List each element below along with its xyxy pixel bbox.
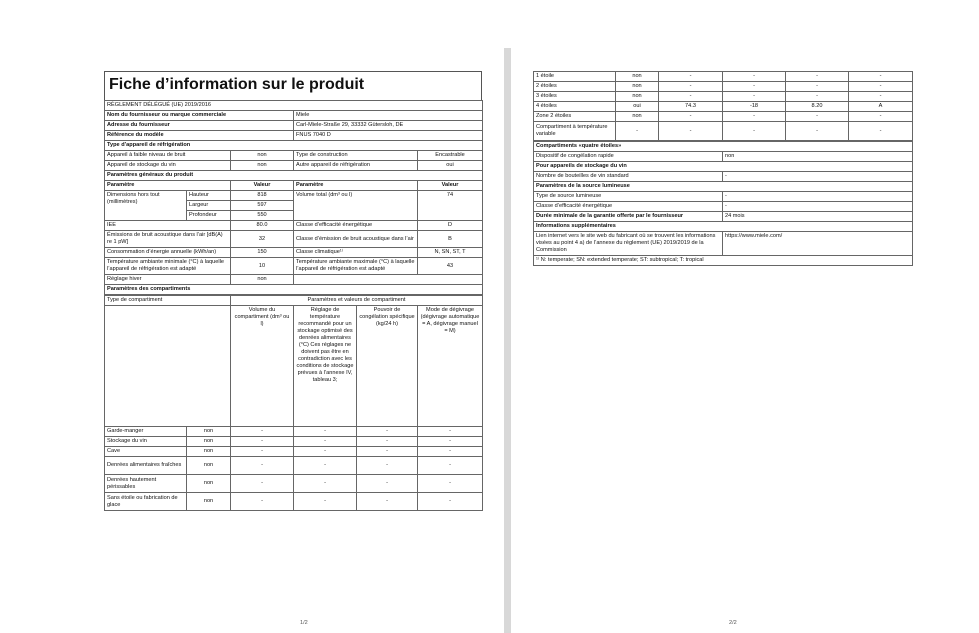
comp-row-cell: - (849, 122, 913, 141)
climate-class-label: Classe climatique¹⁾ (294, 248, 418, 258)
noise-class-value: B (418, 231, 483, 248)
comp-row-present: non (187, 427, 231, 437)
comp-row-cell: - (357, 427, 418, 437)
comp-row-present: oui (616, 102, 659, 112)
comp-row-cell: - (723, 72, 786, 82)
comp-row-cell: - (294, 493, 357, 511)
energy-class-label: Classe d’efficacité énergétique (294, 221, 418, 231)
comp-row-cell: - (659, 112, 723, 122)
light-type-label: Type de source lumineuse (534, 192, 723, 202)
comp-header-temperature: Réglage de température recommandé pour un stockage optimisé des denrées alimentaires (°C) Ces réglages ne doivent pas être en contradiction avec les conditions de stockage prévues à l’annexe IV, tableau 3; (294, 306, 357, 427)
value-header: Valeur (231, 181, 294, 191)
comp-row-cell: - (659, 72, 723, 82)
warranty-value: 24 mois (723, 212, 913, 222)
supplier-name-value: Miele (294, 111, 483, 121)
dimensions-label: Dimensions hors tout (millimètres) (105, 191, 187, 221)
comp-row-cell: - (659, 92, 723, 102)
width-value: 597 (231, 201, 294, 211)
compartment-type-label: Type de compartiment (105, 296, 231, 306)
comp-row-present: non (187, 447, 231, 457)
winter-setting-label: Réglage hiver (105, 275, 231, 285)
comp-row-cell: - (357, 437, 418, 447)
comp-row-cell: - (849, 82, 913, 92)
section-wine-storage: Pour appareils de stockage du vin (534, 162, 913, 172)
document-title: Fiche d’information sur le produit (104, 71, 482, 100)
annual-energy-value: 150 (231, 248, 294, 258)
website-link-value: https://www.miele.com/ (723, 232, 913, 256)
comp-row-name: 4 étoiles (534, 102, 616, 112)
section-additional-info: Informations supplémentaires (534, 222, 913, 232)
comp-row-present: non (616, 92, 659, 102)
comp-row-name: Denrées alimentaires fraîches (105, 457, 187, 475)
empty-cell (294, 275, 483, 285)
noise-emission-label: Émissions de bruit acoustique dans l’air [dB(A) re 1 pW] (105, 231, 231, 248)
annual-energy-label: Consommation d’énergie annuelle (kWh/an) (105, 248, 231, 258)
empty-cell (105, 306, 231, 427)
comp-row-cell: - (786, 122, 849, 141)
comp-row-present: non (187, 457, 231, 475)
height-value: 818 (231, 191, 294, 201)
comp-row-name: Compartiment à température variable (534, 122, 616, 141)
section-appliance-type: Type d’appareil de réfrigération (105, 141, 483, 151)
min-temp-value: 10 (231, 258, 294, 275)
comp-row-name: Stockage du vin (105, 437, 187, 447)
comp-row-cell: - (659, 82, 723, 92)
section-light-source: Paramètres de la source lumineuse (534, 182, 913, 192)
comp-row-cell: - (849, 92, 913, 102)
supplier-name-label: Nom du fournisseur ou marque commerciale (105, 111, 294, 121)
comp-row-cell: - (849, 112, 913, 122)
eei-value: 80.0 (231, 221, 294, 231)
wine-storage-label: Appareil de stockage du vin (105, 161, 231, 171)
comp-row-cell: 74.3 (659, 102, 723, 112)
section-general-params: Paramètres généraux du produit (105, 171, 483, 181)
comp-row-cell: - (418, 437, 483, 447)
comp-row-present: non (187, 475, 231, 493)
low-noise-label: Appareil à faible niveau de bruit (105, 151, 231, 161)
comp-row-cell: - (231, 427, 294, 437)
comp-row-cell: - (786, 72, 849, 82)
supplier-address-value: Carl-Miele-Straße 29, 33332 Gütersloh, DE (294, 121, 483, 131)
comp-row-cell: - (659, 122, 723, 141)
page-2 (533, 71, 912, 266)
construction-type-label: Type de construction (294, 151, 418, 161)
comp-row-cell: - (231, 493, 294, 511)
model-reference-value: FNUS 7040 D (294, 131, 483, 141)
comp-row-cell: 8.20 (786, 102, 849, 112)
other-appliance-value: oui (418, 161, 483, 171)
comp-header-volume: Volume du compartiment (dm³ ou l) (231, 306, 294, 427)
supplier-address-label: Adresse du fournisseur (105, 121, 294, 131)
other-appliance-label: Autre appareil de réfrigération (294, 161, 418, 171)
comp-row-name: 1 étoile (534, 72, 616, 82)
page-1 (104, 71, 482, 511)
min-temp-label: Température ambiante minimale (°C) à laquelle l’appareil de réfrigération est adapté (105, 258, 231, 275)
comp-row-cell: - (294, 427, 357, 437)
comp-row-cell: - (418, 475, 483, 493)
light-type-value: - (723, 192, 913, 202)
website-link-label: Lien internet vers le site web du fabricant où se trouvent les informations visées au point 4 a) de l’annexe du règlement (UE) 2019/2019 de la Commission (534, 232, 723, 256)
light-class-value: - (723, 202, 913, 212)
comp-row-name: Garde-manger (105, 427, 187, 437)
comp-row-cell: - (786, 92, 849, 102)
comp-row-cell: - (231, 437, 294, 447)
max-temp-value: 43 (418, 258, 483, 275)
width-label: Largeur (187, 201, 231, 211)
comp-row-cell: - (418, 457, 483, 475)
comp-row-cell: - (418, 427, 483, 437)
total-volume-label: Volume total (dm³ ou l) (294, 191, 418, 221)
depth-value: 550 (231, 211, 294, 221)
page-number-2: 2/2 (729, 620, 737, 626)
comp-row-cell: - (723, 92, 786, 102)
comp-row-cell: - (231, 475, 294, 493)
energy-class-value: D (418, 221, 483, 231)
comp-row-cell: - (294, 437, 357, 447)
comp-row-cell: - (418, 447, 483, 457)
comp-row-present: non (616, 72, 659, 82)
additional-info-table (533, 141, 913, 266)
comp-row-present: non (616, 112, 659, 122)
comp-row-cell: -18 (723, 102, 786, 112)
climate-class-value: N, SN, ST, T (418, 248, 483, 258)
comp-row-cell: - (723, 122, 786, 141)
star-compartment-table (533, 71, 913, 141)
wine-storage-value: non (231, 161, 294, 171)
comp-row-cell: - (357, 493, 418, 511)
comp-row-present: non (187, 437, 231, 447)
comp-row-cell: - (294, 475, 357, 493)
comp-row-cell: - (294, 447, 357, 457)
noise-emission-value: 32 (231, 231, 294, 248)
low-noise-value: non (231, 151, 294, 161)
total-volume-value: 74 (418, 191, 483, 221)
comp-row-cell: - (357, 475, 418, 493)
depth-label: Profondeur (187, 211, 231, 221)
compartment-params-label: Paramètres et valeurs de compartiment (231, 296, 483, 306)
comp-row-name: Zone 2 étoiles (534, 112, 616, 122)
comp-row-name: Sans étoile ou fabrication de glace (105, 493, 187, 511)
comp-header-defrost: Mode de dégivrage (dégivrage automatique = A, dégivrage manuel = M) (418, 306, 483, 427)
wine-bottles-label: Nombre de bouteilles de vin standard (534, 172, 723, 182)
value-header-2: Valeur (418, 181, 483, 191)
compartment-table (104, 295, 483, 511)
comp-row-cell: - (786, 82, 849, 92)
comp-row-cell: - (786, 112, 849, 122)
comp-row-cell: - (723, 82, 786, 92)
light-class-label: Classe d’efficacité énergétique (534, 202, 723, 212)
construction-type-value: Encastrable (418, 151, 483, 161)
wine-bottles-value: - (723, 172, 913, 182)
page-divider (504, 48, 511, 633)
comp-row-name: Denrées hautement périssables (105, 475, 187, 493)
product-info-table (104, 100, 483, 295)
comp-row-cell: - (294, 457, 357, 475)
comp-row-name: Cave (105, 447, 187, 457)
comp-row-cell: - (723, 112, 786, 122)
param-header: Paramètre (105, 181, 231, 191)
comp-header-freezing: Pouvoir de congélation spécifique (kg/24 h) (357, 306, 418, 427)
comp-row-cell: - (231, 457, 294, 475)
page-number-1: 1/2 (300, 620, 308, 626)
regulation-label: RÈGLEMENT DÉLÉGUÉ (UE) 2019/2016 (105, 101, 483, 111)
warranty-label: Durée minimale de la garantie offerte par le fournisseur (534, 212, 723, 222)
comp-row-cell: - (849, 72, 913, 82)
section-four-star: Compartiments «quatre étoiles» (534, 142, 913, 152)
fast-freeze-value: non (723, 152, 913, 162)
param-header-2: Paramètre (294, 181, 418, 191)
comp-row-present: non (616, 82, 659, 92)
section-compartment-params: Paramètres des compartiments (105, 285, 483, 295)
winter-setting-value: non (231, 275, 294, 285)
fast-freeze-label: Dispositif de congélation rapide (534, 152, 723, 162)
comp-row-cell: - (418, 493, 483, 511)
comp-row-cell: - (231, 447, 294, 457)
comp-row-name: 3 étoiles (534, 92, 616, 102)
height-label: Hauteur (187, 191, 231, 201)
climate-footnote: ¹⁾ N: temperate; SN: extended temperate; ST: subtropical; T: tropical (534, 256, 913, 266)
eei-label: IEE (105, 221, 231, 231)
comp-row-present: - (616, 122, 659, 141)
comp-row-cell: A (849, 102, 913, 112)
model-reference-label: Référence du modèle (105, 131, 294, 141)
comp-row-cell: - (357, 457, 418, 475)
comp-row-name: 2 étoiles (534, 82, 616, 92)
max-temp-label: Température ambiante maximale (°C) à laquelle l’appareil de réfrigération est adapté (294, 258, 418, 275)
comp-row-cell: - (357, 447, 418, 457)
comp-row-present: non (187, 493, 231, 511)
noise-class-label: Classe d’émission de bruit acoustique dans l’air (294, 231, 418, 248)
